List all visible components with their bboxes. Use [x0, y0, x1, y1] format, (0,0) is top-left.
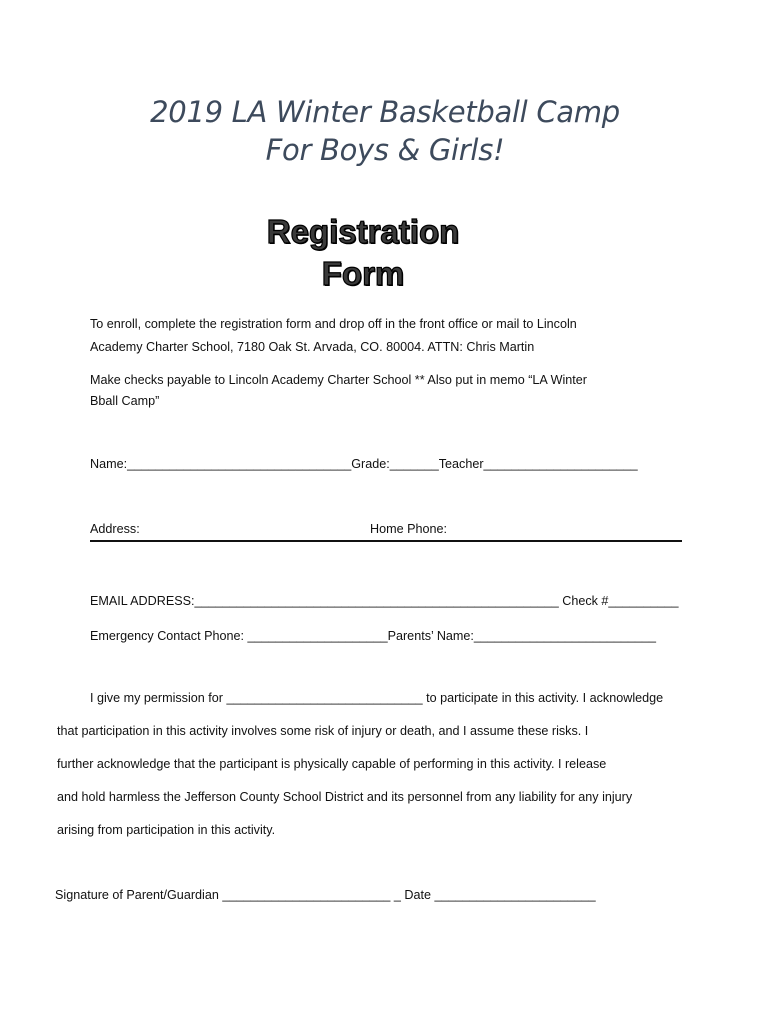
email-check-field[interactable]: EMAIL ADDRESS:____________________________________________________ Check #__________	[90, 594, 679, 608]
enroll-instructions-line2: Academy Charter School, 7180 Oak St. Arvada, CO. 80004. ATTN: Chris Martin	[90, 340, 535, 354]
checks-instructions-line1: Make checks payable to Lincoln Academy Charter School ** Also put in memo “LA Winter	[90, 373, 587, 387]
signature-date-field[interactable]: Signature of Parent/Guardian ________________________ _ Date _______________________	[55, 888, 596, 902]
waiver-line2: that participation in this activity involves some risk of injury or death, and I assume these risks. I	[57, 724, 589, 738]
waiver-line5: arising from participation in this activity.	[57, 823, 276, 837]
enroll-instructions-line1: To enroll, complete the registration form and drop off in the front office or mail to Lincoln	[90, 317, 577, 331]
camp-title-line2: For Boys & Girls!	[265, 133, 505, 167]
camp-title-line1: 2019 LA Winter Basketball Camp	[150, 95, 620, 129]
waiver-line1: I give my permission for ____________________________ to participate in this activity. I acknowledge	[90, 691, 664, 705]
home-phone-label: Home Phone:	[370, 522, 448, 536]
name-grade-teacher-field[interactable]: Name:________________________________Grade:_______Teacher______________________	[90, 457, 638, 471]
waiver-line3: further acknowledge that the participant is physically capable of performing in this activity. I release	[57, 757, 607, 771]
form-title-line2: Form	[321, 255, 405, 292]
address-phone-line[interactable]	[90, 540, 682, 542]
checks-instructions-line2: Bball Camp”	[90, 394, 160, 408]
waiver-line4: and hold harmless the Jefferson County School District and its personnel from any liability for any injury	[57, 790, 633, 804]
form-title-line1: Registration	[266, 213, 460, 250]
emergency-parents-field[interactable]: Emergency Contact Phone: ____________________Parents’ Name:__________________________	[90, 629, 657, 643]
address-label: Address:	[90, 522, 140, 536]
